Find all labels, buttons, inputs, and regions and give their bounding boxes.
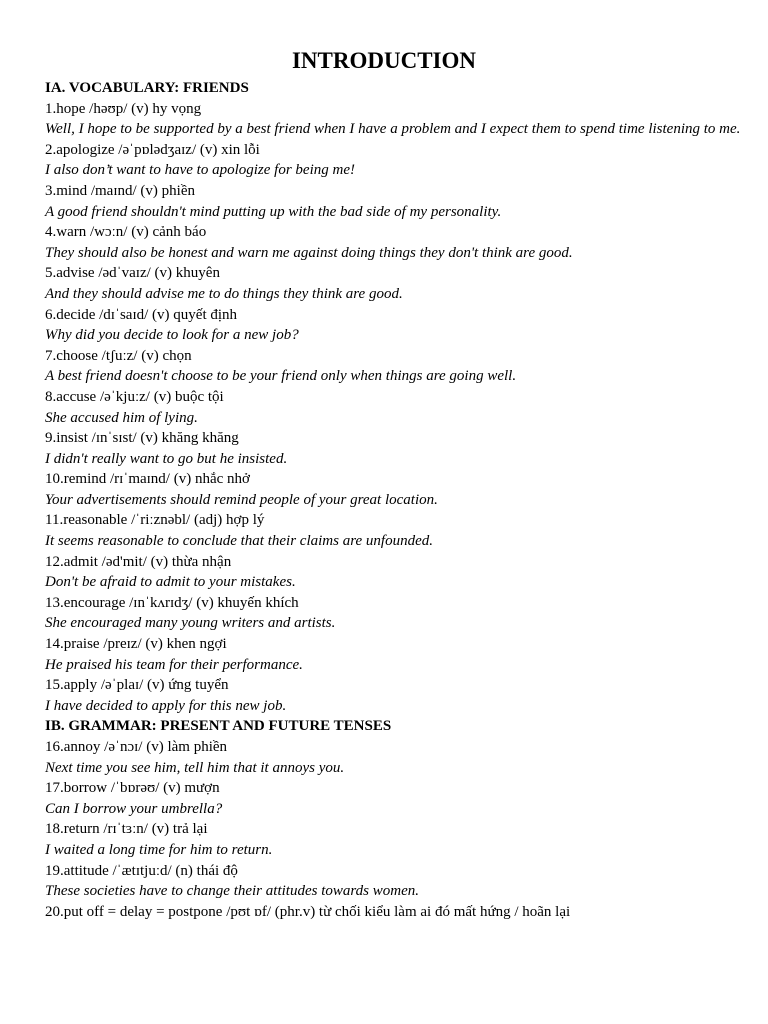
- example-sentence: These societies have to change their attitudes towards women.: [45, 883, 419, 900]
- section-heading: IA. VOCABULARY: FRIENDS: [45, 80, 249, 96]
- example-sentence: And they should advise me to do things they think are good.: [45, 285, 403, 302]
- vocab-entry: 5.advise /ədˈvaɪz/ (v) khuyên: [45, 265, 220, 282]
- example-sentence: Can I borrow your umbrella?: [45, 800, 223, 817]
- vocab-entry: 17.borrow /ˈbɒrəʊ/ (v) mượn: [45, 780, 220, 797]
- example-sentence: Your advertisements should remind people of your great location.: [45, 491, 438, 508]
- vocab-entry: 20.put off = delay = postpone /pʊt ɒf/ (phr.v) từ chối kiểu làm ai đó mất hứng / hoãn lại: [45, 903, 571, 920]
- example-sentence: Next time you see him, tell him that it annoys you.: [45, 759, 345, 776]
- vocab-entry: 2.apologize /əˈpɒlədʒaɪz/ (v) xin lỗi: [45, 141, 260, 158]
- document-body: [45, 78, 763, 922]
- vocab-entry: 1.hope /həʊp/ (v) hy vọng: [45, 100, 202, 117]
- vocab-entry: 13.encourage /ɪnˈkʌrɪdʒ/ (v) khuyến khích: [45, 594, 299, 611]
- vocab-entry: 9.insist /ɪnˈsɪst/ (v) khăng khăng: [45, 430, 239, 447]
- example-sentence: Don't be afraid to admit to your mistakes.: [45, 574, 296, 591]
- vocab-entry: 7.choose /tʃuːz/ (v) chọn: [45, 347, 192, 364]
- vocab-entry: 12.admit /əd'mit/ (v) thừa nhận: [45, 553, 232, 570]
- vocab-entry: 18.return /rɪˈtɜːn/ (v) trả lại: [45, 821, 208, 838]
- example-sentence: Why did you decide to look for a new job?: [45, 327, 299, 344]
- example-sentence: Well, I hope to be supported by a best friend when I have a problem and I expect them to spend time listening to me.: [45, 121, 741, 138]
- vocab-entry: 19.attitude /ˈætɪtjuːd/ (n) thái độ: [45, 862, 238, 879]
- example-sentence: She encouraged many young writers and artists.: [45, 615, 336, 632]
- vocab-entry: 8.accuse /əˈkjuːz/ (v) buộc tội: [45, 388, 224, 405]
- example-sentence: I have decided to apply for this new job.: [45, 697, 287, 714]
- vocab-entry: 4.warn /wɔːn/ (v) cảnh báo: [45, 224, 207, 241]
- example-sentence: They should also be honest and warn me against doing things they don't think are good.: [45, 244, 573, 261]
- example-sentence: She accused him of lying.: [45, 409, 198, 426]
- vocab-entry: 10.remind /rɪˈmaɪnd/ (v) nhắc nhở: [45, 471, 250, 488]
- document-title: INTRODUCTION: [291, 48, 477, 73]
- vocab-entry: 16.annoy /əˈnɔɪ/ (v) làm phiền: [45, 739, 228, 755]
- example-sentence: He praised his team for their performance.: [45, 656, 303, 673]
- example-sentence: A best friend doesn't choose to be your friend only when things are going well.: [45, 368, 517, 385]
- example-sentence: I didn't really want to go but he insisted.: [45, 450, 288, 467]
- example-sentence: I also don’t want to have to apologize for being me!: [45, 162, 355, 179]
- vocab-entry: 6.decide /dɪˈsaɪd/ (v) quyết định: [45, 306, 238, 323]
- example-sentence: It seems reasonable to conclude that their claims are unfounded.: [45, 533, 433, 550]
- vocab-entry: 3.mind /maɪnd/ (v) phiền: [45, 182, 195, 199]
- section-heading: IB. GRAMMAR: PRESENT AND FUTURE TENSES: [45, 718, 392, 735]
- example-sentence: I waited a long time for him to return.: [45, 841, 273, 858]
- vocab-entry: 14.praise /preɪz/ (v) khen ngợi: [45, 636, 227, 653]
- vocab-entry: 11.reasonable /ˈriːznəbl/ (adj) hợp lý: [45, 512, 265, 529]
- document-page: [45, 44, 763, 922]
- example-sentence: A good friend shouldn't mind putting up with the bad side of my personality.: [45, 203, 502, 220]
- vocab-entry: 15.apply /əˈplaɪ/ (v) ứng tuyển: [45, 677, 229, 694]
